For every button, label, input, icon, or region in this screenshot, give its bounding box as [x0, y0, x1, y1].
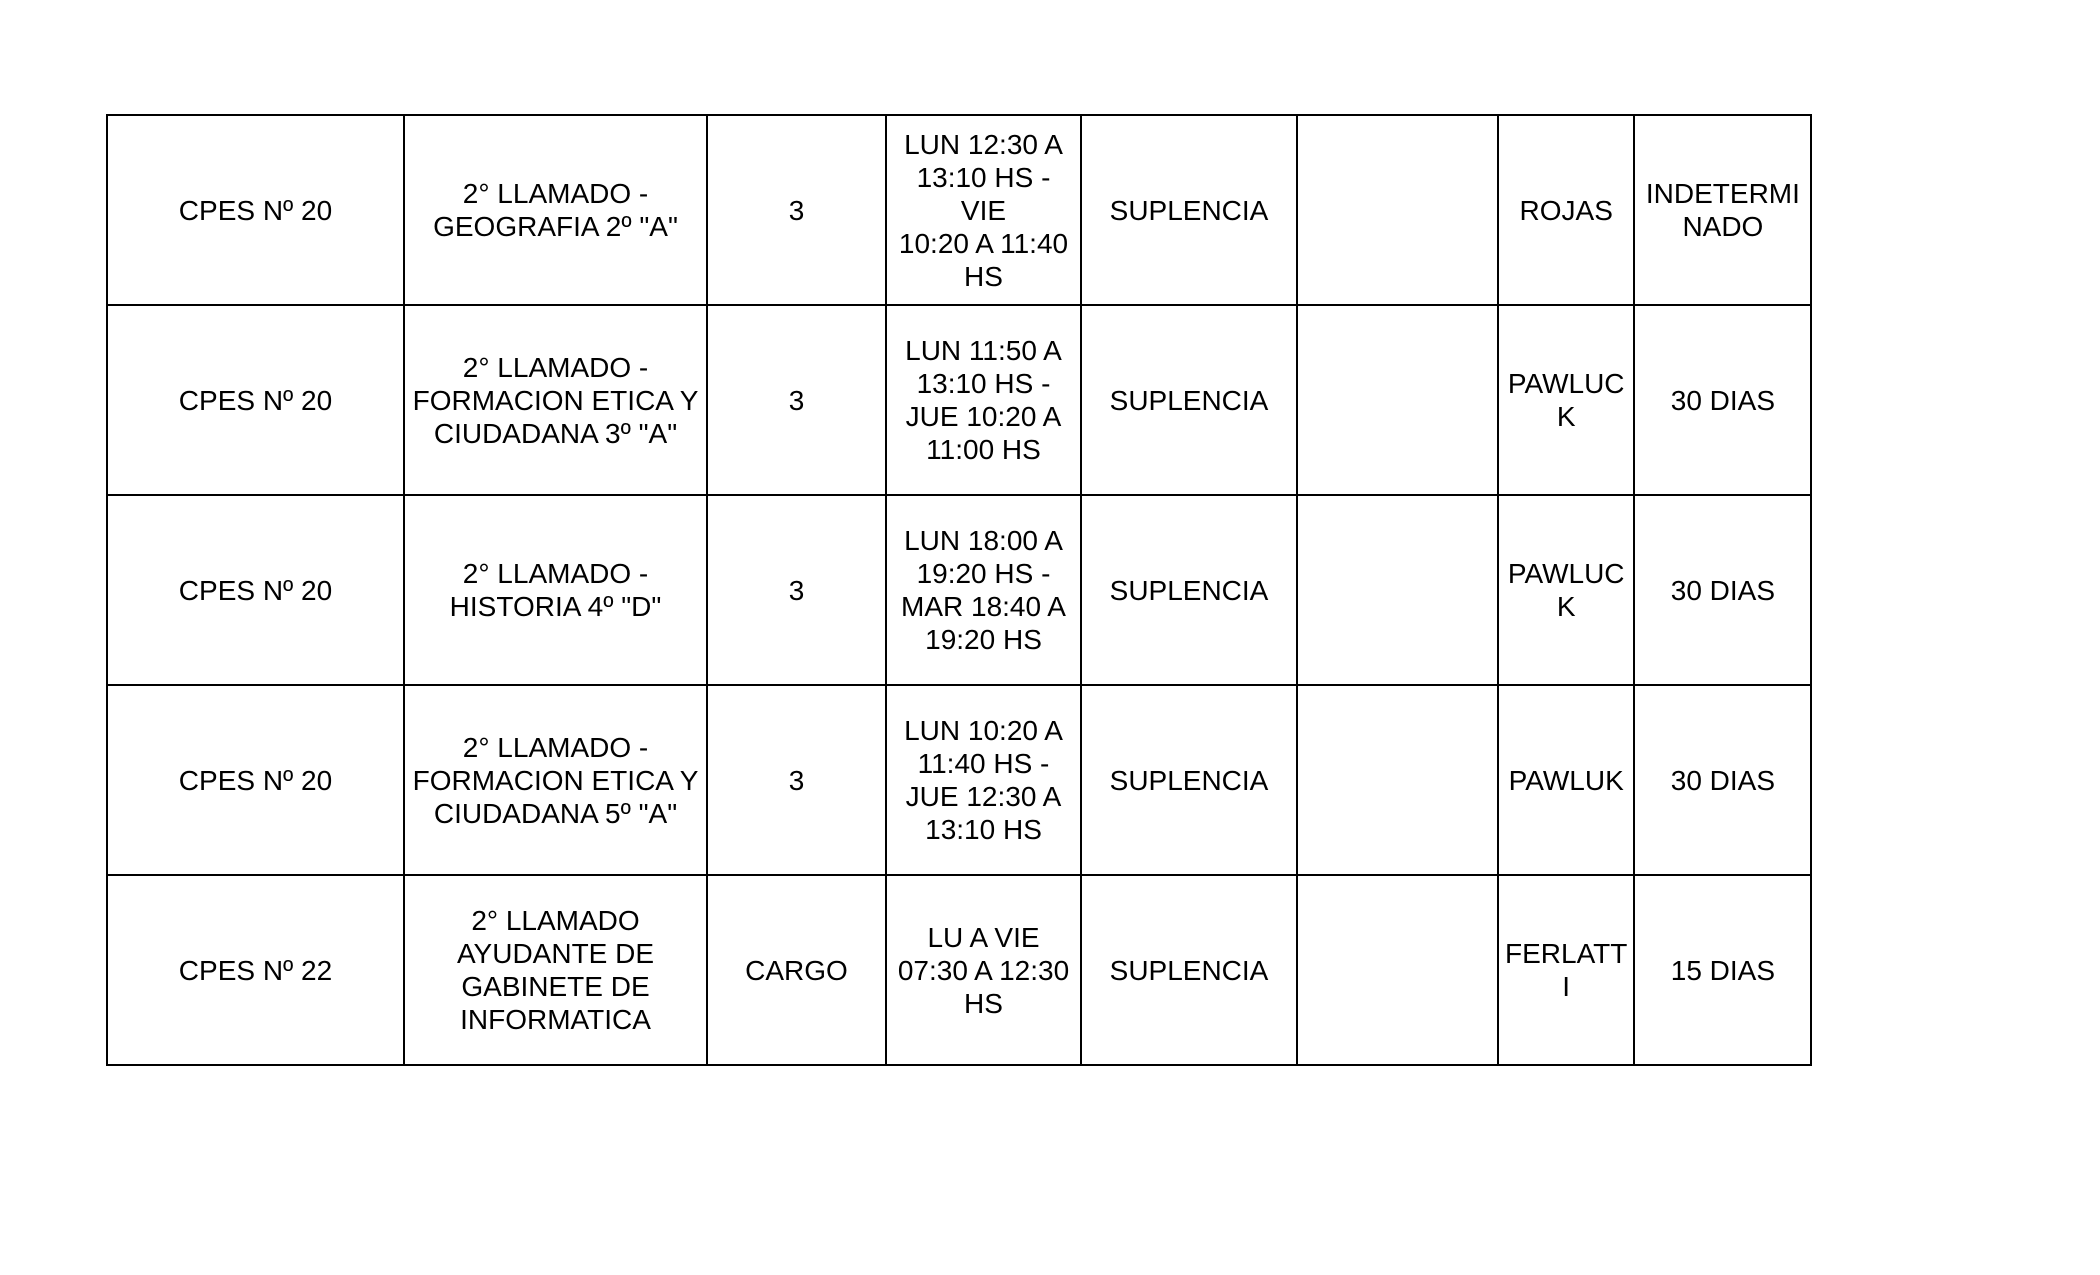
hours-cell: 3 — [707, 495, 886, 685]
vacancy-type-cell: SUPLENCIA — [1081, 115, 1297, 305]
empty-cell — [1297, 685, 1498, 875]
empty-cell — [1297, 305, 1498, 495]
duration-cell: 15 DIAS — [1634, 875, 1811, 1065]
vacancy-type-cell: SUPLENCIA — [1081, 495, 1297, 685]
duration-cell: 30 DIAS — [1634, 685, 1811, 875]
teacher-cell: PAWLUC K — [1498, 495, 1634, 685]
school-cell: CPES Nº 20 — [107, 305, 404, 495]
schedule-cell: LU A VIE 07:30 A 12:30 HS — [886, 875, 1081, 1065]
table-row — [107, 115, 1811, 305]
call-title-cell: 2° LLAMADO - FORMACION ETICA Y CIUDADANA 3º "A" — [404, 305, 707, 495]
duration-cell: 30 DIAS — [1634, 495, 1811, 685]
duration-cell: INDETERMI NADO — [1634, 115, 1811, 305]
call-title-cell: 2° LLAMADO AYUDANTE DE GABINETE DE INFORMATICA — [404, 875, 707, 1065]
table-row — [107, 875, 1811, 1065]
hours-cell: 3 — [707, 305, 886, 495]
school-cell: CPES Nº 22 — [107, 875, 404, 1065]
empty-cell — [1297, 495, 1498, 685]
table-row — [107, 305, 1811, 495]
table-row — [107, 685, 1811, 875]
school-cell: CPES Nº 20 — [107, 685, 404, 875]
vacancies-table — [106, 114, 1812, 1066]
vacancy-type-cell: SUPLENCIA — [1081, 685, 1297, 875]
hours-cell: 3 — [707, 685, 886, 875]
table-body — [107, 115, 1811, 1065]
schedule-cell: LUN 18:00 A 19:20 HS - MAR 18:40 A 19:20 HS — [886, 495, 1081, 685]
teacher-cell: FERLATT I — [1498, 875, 1634, 1065]
school-cell: CPES Nº 20 — [107, 115, 404, 305]
call-title-cell: 2° LLAMADO - GEOGRAFIA 2º "A" — [404, 115, 707, 305]
hours-cell: 3 — [707, 115, 886, 305]
teacher-cell: ROJAS — [1498, 115, 1634, 305]
call-title-cell: 2° LLAMADO - FORMACION ETICA Y CIUDADANA 5º "A" — [404, 685, 707, 875]
schedule-cell: LUN 12:30 A 13:10 HS - VIE 10:20 A 11:40 HS — [886, 115, 1081, 305]
hours-cell: CARGO — [707, 875, 886, 1065]
duration-cell: 30 DIAS — [1634, 305, 1811, 495]
teacher-cell: PAWLUK — [1498, 685, 1634, 875]
table-row — [107, 495, 1811, 685]
school-cell: CPES Nº 20 — [107, 495, 404, 685]
vacancy-type-cell: SUPLENCIA — [1081, 305, 1297, 495]
empty-cell — [1297, 875, 1498, 1065]
schedule-cell: LUN 11:50 A 13:10 HS - JUE 10:20 A 11:00 HS — [886, 305, 1081, 495]
teacher-cell: PAWLUC K — [1498, 305, 1634, 495]
call-title-cell: 2° LLAMADO - HISTORIA 4º "D" — [404, 495, 707, 685]
vacancy-type-cell: SUPLENCIA — [1081, 875, 1297, 1065]
empty-cell — [1297, 115, 1498, 305]
schedule-cell: LUN 10:20 A 11:40 HS - JUE 12:30 A 13:10 HS — [886, 685, 1081, 875]
